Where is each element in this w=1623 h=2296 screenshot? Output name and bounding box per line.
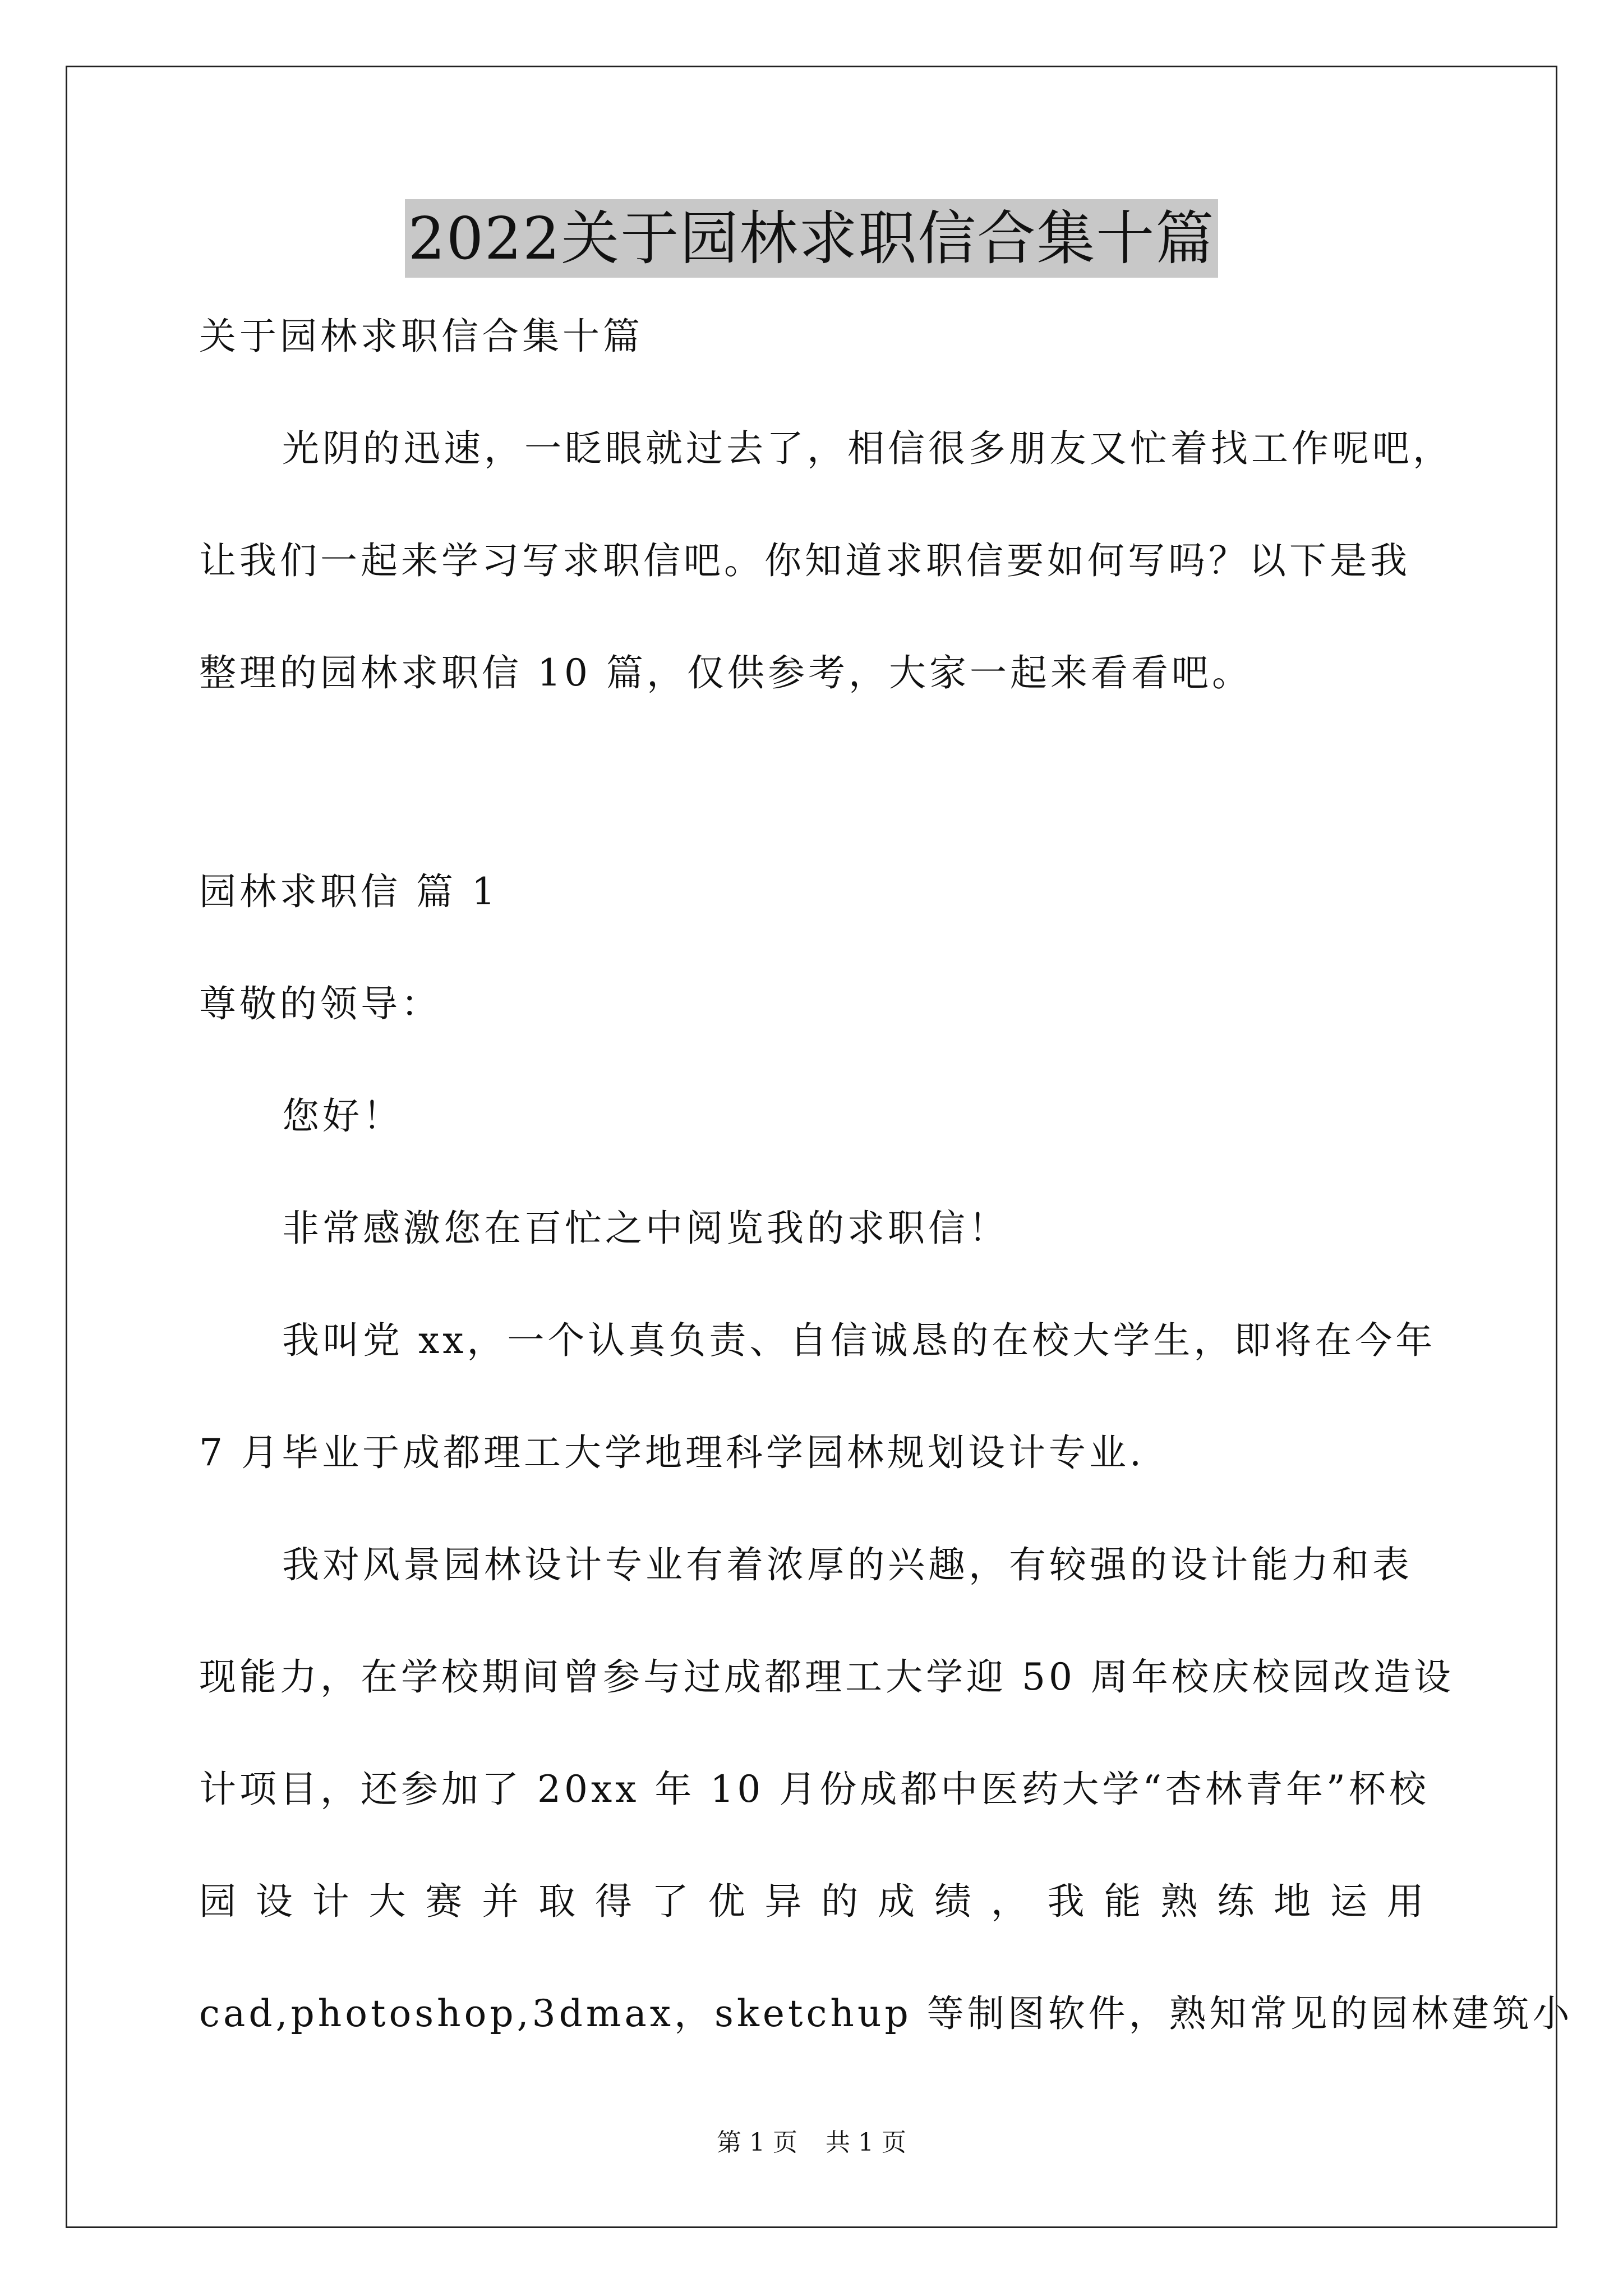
para1-line-2: 7 月毕业于成都理工大学地理科学园林规划设计专业. bbox=[199, 1431, 1145, 1474]
justified-char: 我 bbox=[1047, 1880, 1088, 1923]
para1-line-1: 我叫党 xx，一个认真负责、自信诚恳的在校大学生，即将在今年 bbox=[282, 1319, 1436, 1362]
justified-char: ， bbox=[990, 1880, 1031, 1923]
title-container bbox=[0, 199, 1623, 278]
justified-char: 计 bbox=[312, 1880, 353, 1923]
justified-char: 成 bbox=[878, 1880, 919, 1923]
justified-char: 并 bbox=[482, 1880, 523, 1923]
justified-char: 优 bbox=[708, 1880, 749, 1923]
justified-char: 园 bbox=[199, 1880, 239, 1923]
intro-line-1: 光阴的迅速，一眨眼就过去了，相信很多朋友又忙着找工作呢吧， bbox=[282, 427, 1453, 470]
justified-char: 能 bbox=[1104, 1880, 1145, 1923]
justified-char: 取 bbox=[538, 1880, 579, 1923]
justified-char: 练 bbox=[1217, 1880, 1258, 1923]
justified-char: 熟 bbox=[1160, 1880, 1201, 1923]
document-subtitle: 关于园林求职信合集十篇 bbox=[199, 315, 643, 358]
para2-line-1: 我对风景园林设计专业有着浓厚的兴趣，有较强的设计能力和表 bbox=[282, 1543, 1413, 1586]
para2-line-4 bbox=[199, 1874, 1427, 1930]
page-footer bbox=[0, 2126, 1623, 2160]
justified-char: 大 bbox=[368, 1880, 409, 1923]
justified-char: 得 bbox=[594, 1880, 635, 1923]
document-title: 2022关于园林求职信合集十篇 bbox=[405, 199, 1219, 278]
justified-char: 了 bbox=[651, 1880, 692, 1923]
greeting: 您好！ bbox=[282, 1094, 403, 1138]
para2-line-2: 现能力，在学校期间曾参与过成都理工大学迎 50 周年校庆校园改造设 bbox=[199, 1655, 1454, 1699]
page-number: 第 1 页 bbox=[717, 2128, 797, 2157]
section-heading: 园林求职信 篇 1 bbox=[199, 870, 499, 913]
justified-char: 绩 bbox=[934, 1880, 975, 1923]
justified-char: 设 bbox=[255, 1880, 296, 1923]
intro-line-3: 整理的园林求职信 10 篇，仅供参考，大家一起来看看吧。 bbox=[199, 651, 1252, 694]
para2-line-3: 计项目，还参加了 20xx 年 10 月份成都中医药大学“杏林青年”杯校 bbox=[199, 1768, 1430, 1811]
justified-char: 异 bbox=[764, 1880, 805, 1923]
justified-char: 的 bbox=[821, 1880, 862, 1923]
justified-char: 地 bbox=[1274, 1880, 1315, 1923]
justified-char: 运 bbox=[1330, 1880, 1371, 1923]
intro-line-2: 让我们一起来学习写求职信吧。你知道求职信要如何写吗？以下是我 bbox=[199, 539, 1410, 582]
thanks-line: 非常感激您在百忙之中阅览我的求职信！ bbox=[282, 1207, 1009, 1250]
para2-line-5: cad,photoshop,3dmax，sketchup 等制图软件，熟知常见的园林建筑小 bbox=[199, 1992, 1573, 2035]
justified-char: 用 bbox=[1386, 1880, 1427, 1923]
justified-char: 赛 bbox=[425, 1880, 466, 1923]
salutation: 尊敬的领导： bbox=[199, 982, 441, 1025]
page-total: 共 1 页 bbox=[826, 2128, 906, 2157]
